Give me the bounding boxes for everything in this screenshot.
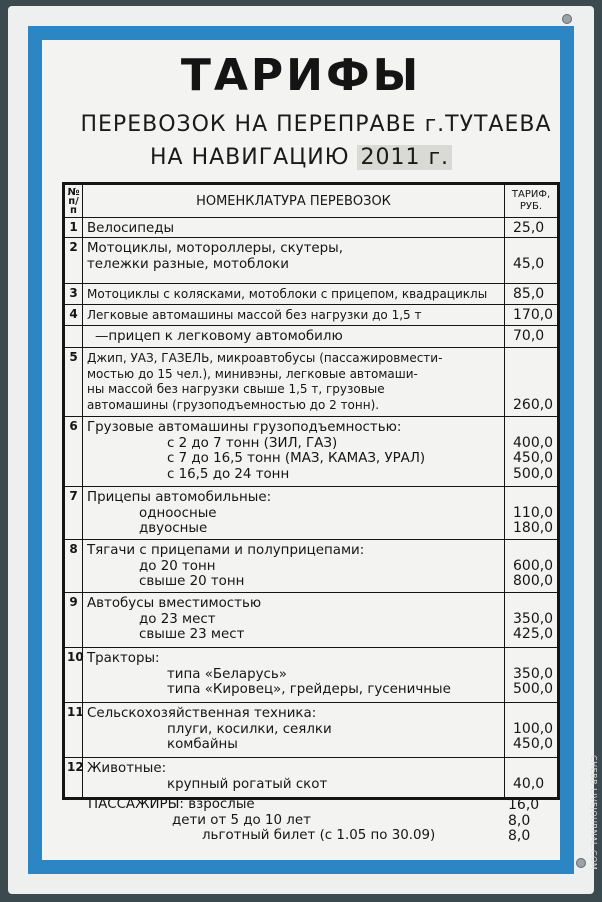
price-value: 450,0 — [513, 736, 554, 752]
row-description — [83, 648, 505, 703]
row-number: 2 — [64, 238, 83, 284]
row-description — [83, 417, 505, 487]
row-price — [505, 417, 559, 487]
row-line: Мотоциклы с колясками, мотоблоки с прицепом, квадрациклы — [87, 287, 488, 301]
passenger-fares — [62, 797, 560, 844]
table-row — [64, 417, 559, 487]
table-row — [64, 487, 559, 540]
row-price — [505, 218, 559, 238]
season-year: 2011 г. — [357, 145, 452, 170]
price-value: 45,0 — [513, 255, 545, 272]
row-number: 11 — [64, 703, 83, 758]
price-value: 70,0 — [513, 328, 545, 344]
row-price — [505, 540, 559, 593]
row-line: одноосные — [139, 505, 217, 521]
row-price — [505, 703, 559, 758]
row-line: Автобусы вместимостью — [87, 596, 262, 611]
row-number: 7 — [64, 487, 83, 540]
row-line: Легковые автомашины массой без нагрузки до 1,5 т — [87, 308, 422, 322]
subtitle-season-prefix: НА НАВИГАЦИЮ — [149, 145, 350, 170]
row-line: до 23 мест — [139, 611, 216, 627]
row-number: 4 — [64, 305, 83, 326]
price-value: 110,0 — [513, 504, 554, 521]
price-value: 400,0 — [513, 434, 554, 451]
row-number: 5 — [64, 348, 83, 417]
table-row — [64, 758, 559, 799]
row-number: 12 — [64, 758, 83, 799]
row-line: Грузовые автомашины грузоподъемностью: — [87, 420, 402, 435]
row-line: Прицепы автомобильные: — [87, 490, 272, 505]
row-number: 6 — [64, 417, 83, 487]
row-description — [83, 758, 505, 799]
price-value — [513, 382, 553, 398]
passenger-fare-label: ПАССАЖИРЫ: взрослые — [88, 797, 255, 812]
price-value: 40,0 — [513, 775, 545, 792]
row-description — [83, 238, 505, 284]
passenger-fare-label: льготный билет (с 1.05 по 30.09) — [202, 828, 436, 843]
price-value — [513, 241, 553, 257]
row-number — [64, 326, 83, 348]
table-row — [64, 284, 559, 305]
row-description — [83, 326, 505, 348]
passenger-fare-row — [62, 813, 560, 829]
price-value: 500,0 — [513, 465, 554, 482]
price-value: 600,0 — [513, 557, 554, 574]
row-number: 9 — [64, 593, 83, 648]
row-line: автомашины (грузоподъемностью до 2 тонн). — [87, 397, 380, 412]
row-price — [505, 326, 559, 348]
passenger-fare-price: 8,0 — [508, 828, 531, 844]
row-line: Тягачи с прицепами и полуприцепами: — [87, 543, 365, 558]
price-value: 180,0 — [513, 520, 554, 536]
tariff-table — [62, 182, 560, 800]
table-row — [64, 703, 559, 758]
price-value — [513, 651, 553, 667]
header-num: № п/п — [64, 184, 83, 218]
row-description — [83, 487, 505, 540]
table-row — [64, 648, 559, 703]
row-line: Мотоциклы, мотороллеры, скутеры, — [87, 241, 343, 256]
table-row — [64, 348, 559, 417]
row-line: плуги, косилки, сеялки — [167, 721, 332, 737]
price-value — [513, 420, 553, 436]
row-line: Животные: — [87, 761, 167, 776]
row-description — [83, 218, 505, 238]
row-price — [505, 648, 559, 703]
passenger-fare-label: дети от 5 до 10 лет — [172, 812, 311, 828]
subtitle-route: ПЕРЕВОЗОК НА ПЕРЕПРАВЕ г.ТУТАЕВА — [80, 112, 552, 137]
row-line: с 16,5 до 24 тонн — [167, 466, 290, 482]
passenger-fare-price: 8,0 — [508, 812, 531, 829]
row-line: мостью до 15 чел.), минивэны, легковые автомаши- — [87, 366, 418, 381]
row-line: крупный рогатый скот — [167, 776, 328, 792]
row-description — [83, 540, 505, 593]
tariff-rows — [64, 218, 559, 799]
row-line: —прицеп к легковому автомобилю — [95, 329, 343, 344]
price-value — [513, 761, 553, 777]
row-description — [83, 305, 505, 326]
row-line: Сельскохозяйственная техника: — [87, 706, 317, 721]
table-row — [64, 218, 559, 238]
price-value: 500,0 — [513, 681, 554, 697]
price-value: 260,0 — [513, 396, 554, 413]
price-value — [513, 490, 553, 506]
screw — [562, 14, 572, 24]
price-value: 25,0 — [513, 220, 545, 236]
row-description — [83, 348, 505, 417]
price-value: 100,0 — [513, 720, 554, 737]
row-number: 10 — [64, 648, 83, 703]
row-number: 1 — [64, 218, 83, 238]
price-value: 350,0 — [513, 610, 554, 627]
photo-credit: CHEBB.LIVEJOURNAL.COM — [589, 755, 598, 871]
passenger-fare-price: 16,0 — [508, 797, 540, 813]
row-number: 3 — [64, 284, 83, 305]
price-value — [513, 596, 553, 612]
row-line: свыше 20 тонн — [139, 574, 245, 589]
table-row — [64, 326, 559, 348]
table-row — [64, 540, 559, 593]
row-price — [505, 284, 559, 305]
price-value: 450,0 — [513, 450, 554, 466]
row-line: свыше 23 мест — [139, 627, 245, 642]
price-value — [513, 543, 553, 559]
row-price — [505, 758, 559, 799]
row-price — [505, 487, 559, 540]
row-line: типа «Кировец», грейдеры, гусеничные — [167, 682, 451, 697]
row-description — [83, 703, 505, 758]
price-value — [513, 351, 553, 367]
row-line: комбайны — [167, 737, 238, 752]
row-line: с 7 до 16,5 тонн (МАЗ, КАМАЗ, УРАЛ) — [167, 451, 426, 466]
price-value: 170,0 — [513, 307, 554, 323]
row-line: Велосипеды — [87, 221, 175, 236]
header-name: НОМЕНКЛАТУРА ПЕРЕВОЗОК — [83, 184, 505, 218]
passenger-fare-row — [62, 828, 560, 844]
price-value: 800,0 — [513, 573, 554, 589]
row-line: типа «Беларусь» — [167, 666, 287, 682]
subtitle-season — [0, 145, 602, 170]
row-line: до 20 тонн — [139, 558, 216, 574]
row-price — [505, 305, 559, 326]
row-description — [83, 284, 505, 305]
row-line: ны массой без нагрузки свыше 1,5 т, грузовые — [87, 382, 385, 396]
row-line: с 2 до 7 тонн (ЗИЛ, ГАЗ) — [167, 435, 338, 451]
row-description — [83, 593, 505, 648]
price-value: 85,0 — [513, 286, 545, 302]
row-line: двуосные — [139, 521, 208, 536]
price-value: 425,0 — [513, 626, 554, 642]
page-title: ТАРИФЫ — [180, 50, 422, 101]
table-header-row — [64, 184, 559, 218]
row-line: тележки разные, мотоблоки — [87, 256, 289, 272]
price-value — [513, 367, 553, 383]
row-price — [505, 593, 559, 648]
row-number: 8 — [64, 540, 83, 593]
price-value: 350,0 — [513, 665, 554, 682]
row-price — [505, 348, 559, 417]
header-price: ТАРИФ, РУБ. — [505, 184, 559, 218]
table-row — [64, 305, 559, 326]
table-row — [64, 593, 559, 648]
table-row — [64, 238, 559, 284]
passenger-fare-row — [62, 797, 560, 813]
row-line: Джип, УАЗ, ГАЗЕЛЬ, микроавтобусы (пассажировмести- — [87, 351, 443, 365]
row-line: Тракторы: — [87, 651, 160, 666]
price-value — [513, 706, 553, 722]
row-price — [505, 238, 559, 284]
